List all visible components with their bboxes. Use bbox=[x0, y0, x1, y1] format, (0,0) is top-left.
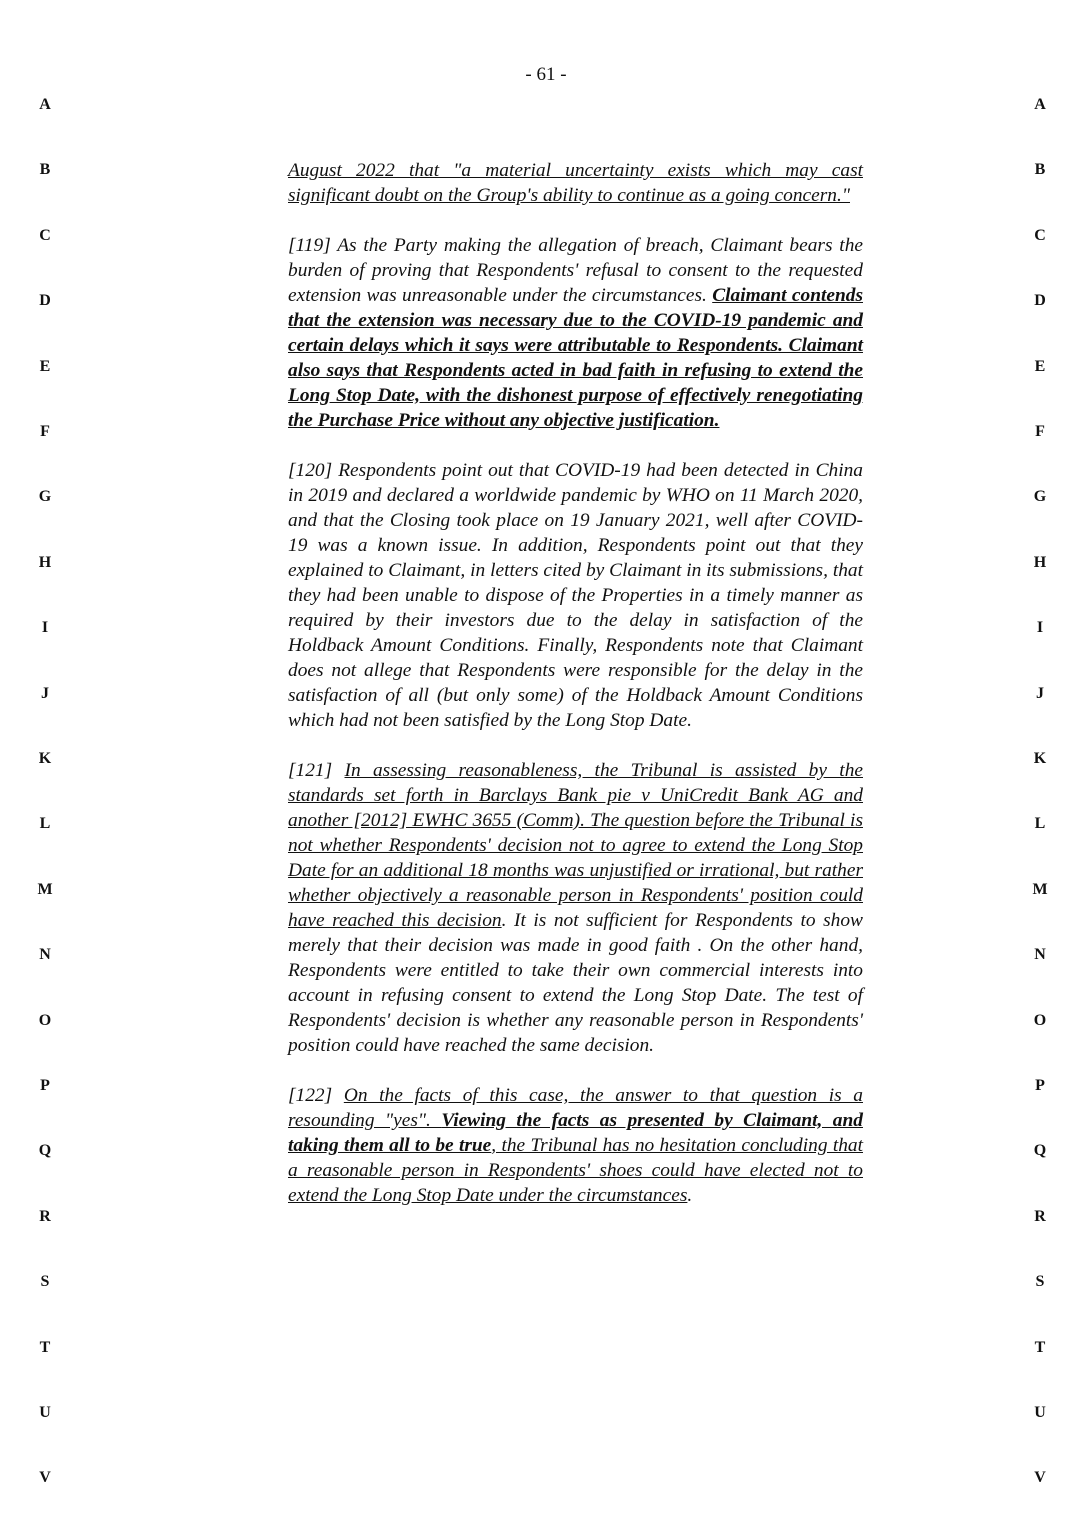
margin-letter-left-n: N bbox=[39, 946, 51, 964]
margin-letter-left-u: U bbox=[39, 1404, 51, 1421]
margin-letter-left-g: G bbox=[38, 488, 52, 506]
margin-letter-left-q: Q bbox=[38, 1142, 52, 1160]
document-body bbox=[288, 158, 863, 1233]
margin-letter-right-n: N bbox=[1034, 946, 1046, 964]
margin-letter-left-e: E bbox=[39, 357, 51, 375]
margin-letter-left-c: C bbox=[39, 226, 51, 244]
margin-letter-right-r: R bbox=[1034, 1207, 1046, 1225]
margin-letter-right-s: S bbox=[1035, 1273, 1045, 1291]
margin-letter-right-a: A bbox=[1034, 96, 1046, 113]
text-segment: . It is not sufficient for Respondents to show merely that their decision was made in good faith . On the other hand, Respondents were entitled to take their own commercial interests into account in refusing consent to extend the Long Stop Date. The test of Respondents' decision is whether any reasonable person in Respondents' position could have reached the same decision. bbox=[288, 910, 863, 1056]
margin-letter-left-a: A bbox=[39, 96, 51, 113]
margin-letter-right-q: Q bbox=[1033, 1142, 1047, 1160]
margin-letter-left-t: T bbox=[39, 1338, 51, 1356]
margin-letter-right-e: E bbox=[1034, 357, 1046, 375]
margin-letter-left-h: H bbox=[38, 553, 52, 571]
margin-letter-right-d: D bbox=[1034, 292, 1046, 310]
margin-letter-left-p: P bbox=[40, 1077, 50, 1094]
paragraph-p120 bbox=[288, 458, 863, 733]
margin-letter-left-o: O bbox=[38, 1011, 52, 1029]
margin-letter-left-b: B bbox=[39, 161, 51, 179]
margin-letter-right-g: G bbox=[1033, 488, 1047, 506]
text-segment: [120] Respondents point out that COVID-19 had been detected in China in 2019 and declared a worldwide pandemic by WHO on 11 March 2020, and that the Closing took place on 19 January 2021, well after COVID-19 was a known issue. In addition, Respondents point out that they explained to Claimant, in letters cited by Claimant in its submissions, that they had been unable to dispose of the Properties in a timely manner as required by their investors due to the delay in satisfaction of the Holdback Amount Conditions. Finally, Respondents note that Claimant does not allege that Respondents were responsible for the delay in the satisfaction of all (but only some) of the Holdback Amount Conditions which had not been satisfied by the Long Stop Date. bbox=[288, 460, 863, 731]
margin-letter-right-p: P bbox=[1035, 1077, 1045, 1094]
margin-letter-right-l: L bbox=[1034, 815, 1046, 833]
margin-letter-right-m: M bbox=[1032, 880, 1048, 898]
margin-letter-left-m: M bbox=[37, 880, 53, 898]
text-segment: Viewing the facts as presented by Claimant, and taking them all to be true bbox=[288, 1110, 863, 1156]
text-segment: [121] bbox=[288, 760, 345, 781]
paragraph-p122 bbox=[288, 1083, 863, 1208]
margin-letter-left-v: V bbox=[39, 1469, 51, 1487]
margin-letter-left-l: L bbox=[39, 815, 51, 833]
margin-letter-left-r: R bbox=[39, 1207, 51, 1225]
margin-letter-left-s: S bbox=[40, 1273, 50, 1291]
margin-letter-left-k: K bbox=[38, 750, 52, 767]
margin-letter-right-b: B bbox=[1034, 161, 1046, 179]
margin-letter-right-f: F bbox=[1035, 423, 1045, 440]
text-segment: . bbox=[687, 1185, 693, 1206]
text-segment: August 2022 that "a material uncertainty exists which may cast significant doubt on the Group's ability to continue as a going concern." bbox=[288, 160, 863, 206]
text-segment: Claimant contends that the extension was necessary due to the COVID-19 pandemic and certain delays which it says were attributable to Respondents. Claimant also says that Respondents acted in bad faith in refusing to extend the Long Stop Date, with the dishonest purpose of effectively renegotiating the Purchase Price without any objective justification. bbox=[288, 285, 863, 431]
margin-letter-right-v: V bbox=[1034, 1469, 1046, 1487]
text-segment: [119] As the Party making the allegation of breach, Claimant bears the burden of proving that Respondents' refusal to consent to the requested extension was unreasonable under the circumstances. bbox=[288, 235, 863, 306]
text-segment: On the facts of this case, the answer to that question is a resounding "yes". bbox=[288, 1085, 863, 1131]
left-margin-letters bbox=[30, 0, 60, 1528]
right-margin-letters bbox=[1025, 0, 1055, 1528]
margin-letter-left-d: D bbox=[39, 292, 51, 310]
margin-letter-left-f: F bbox=[40, 423, 50, 440]
margin-letter-right-j: J bbox=[1036, 684, 1044, 702]
paragraph-p119 bbox=[288, 233, 863, 433]
margin-letter-right-o: O bbox=[1033, 1011, 1047, 1029]
text-segment: In assessing reasonableness, the Tribunal is assisted by the standards set forth in Barclays Bank pie v UniCredit Bank AG and another [2012] EWHC 3655 (Comm). The question before the Tribunal is not whether Respondents' decision not to agree to extend the Long Stop Date for an additional 18 months was unjustified or irrational, but rather whether objectively a reasonable person in Respondents' position could have reached this decision bbox=[288, 760, 863, 931]
margin-letter-right-h: H bbox=[1033, 553, 1047, 571]
margin-letter-right-i: I bbox=[1036, 619, 1044, 637]
paragraph-p118-cont bbox=[288, 158, 863, 208]
margin-letter-left-i: I bbox=[41, 619, 49, 637]
margin-letter-right-u: U bbox=[1034, 1404, 1046, 1421]
text-segment: [122] bbox=[288, 1085, 344, 1106]
paragraph-p121 bbox=[288, 758, 863, 1058]
text-segment: , the Tribunal has no hesitation concluding that a reasonable person in Respondents' shoes could have elected not to extend the Long Stop Date under the circumstances bbox=[288, 1135, 863, 1206]
margin-letter-right-c: C bbox=[1034, 226, 1046, 244]
margin-letter-right-t: T bbox=[1034, 1338, 1046, 1356]
margin-letter-right-k: K bbox=[1033, 750, 1047, 767]
page-number: - 61 - bbox=[525, 64, 567, 85]
margin-letter-left-j: J bbox=[41, 684, 49, 702]
